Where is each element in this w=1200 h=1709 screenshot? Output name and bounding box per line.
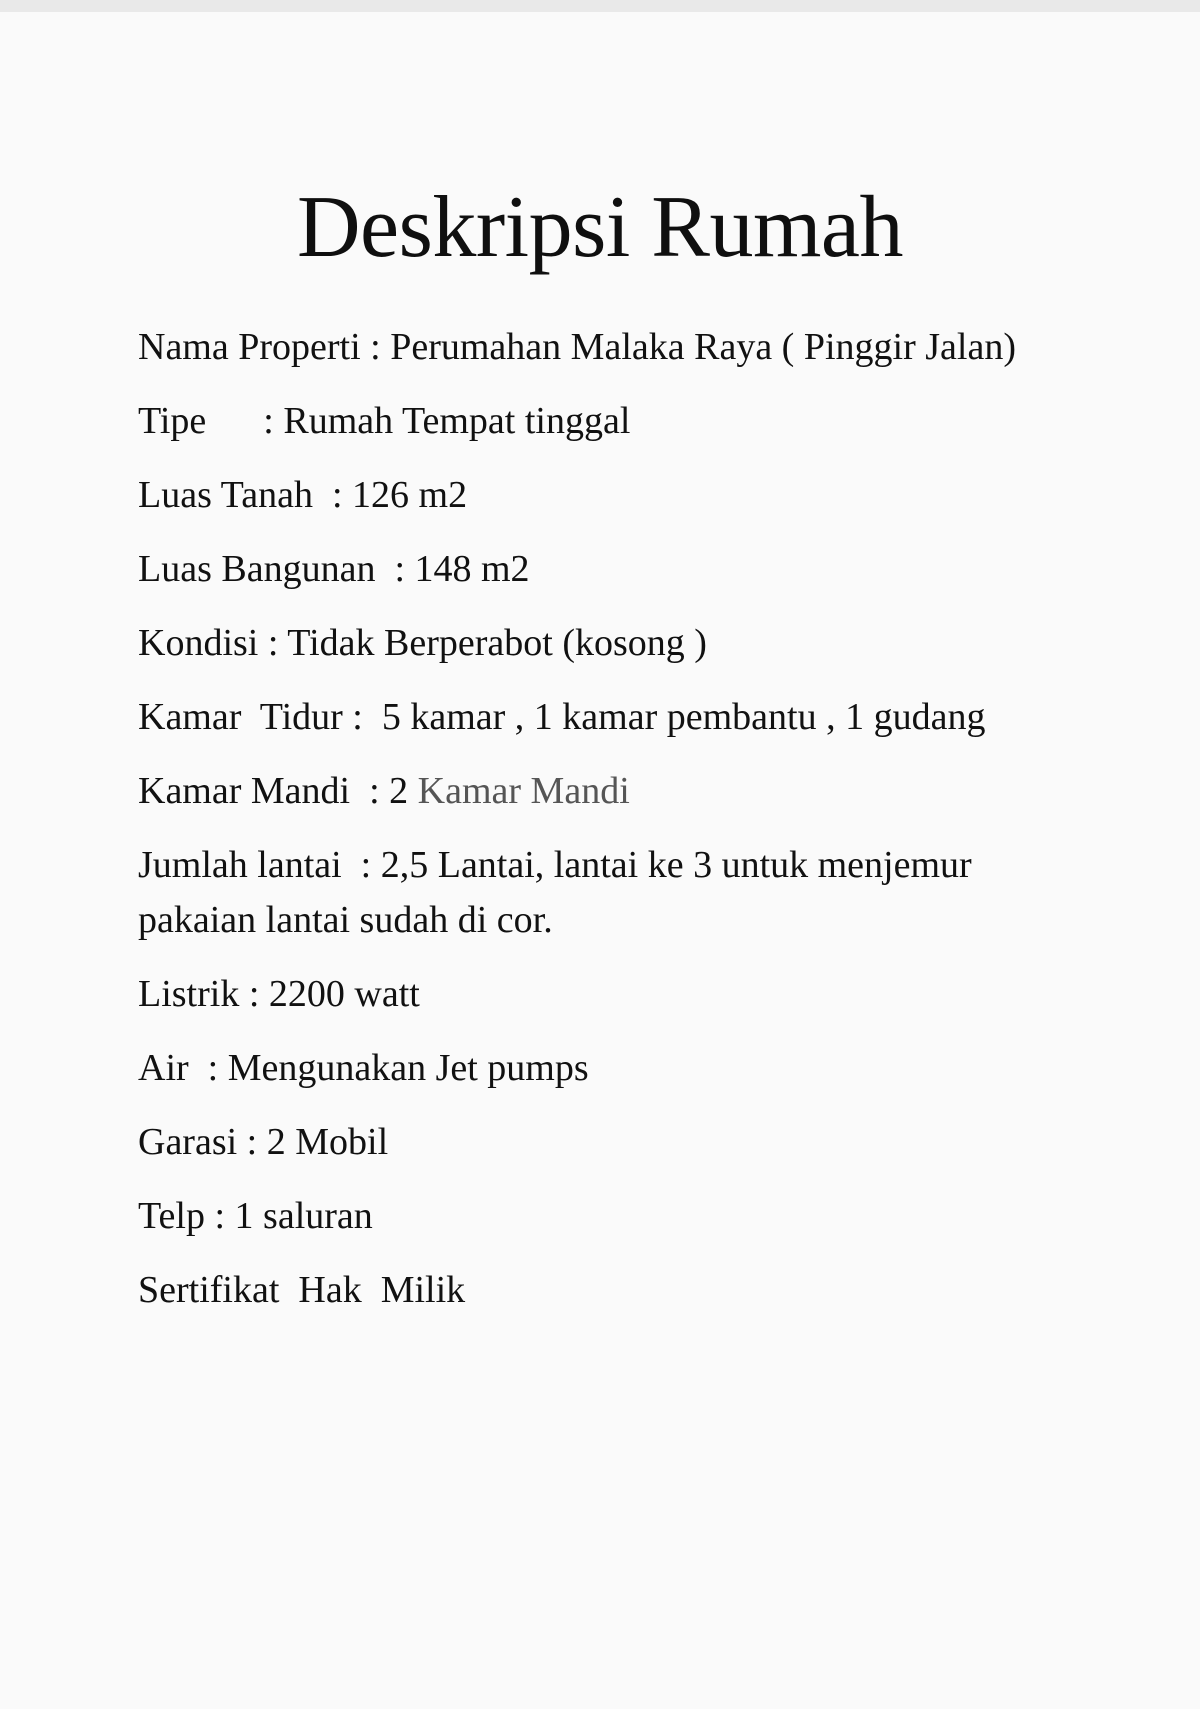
detail-bathrooms-faded: Kamar Mandi	[417, 770, 630, 812]
detail-water: Air : Mengunakan Jet pumps	[138, 1047, 589, 1089]
detail-land-area: Luas Tanah : 126 m2	[138, 474, 468, 516]
detail-floors: Jumlah lantai : 2,5 Lantai, lantai ke 3 untuk menjemur pakaian lantai sudah di cor.	[138, 844, 982, 941]
detail-bedrooms: Kamar Tidur : 5 kamar , 1 kamar pembantu , 1 gudang	[138, 696, 986, 738]
detail-property-name: Nama Properti : Perumahan Malaka Raya ( Pinggir Jalan)	[138, 326, 1016, 368]
document-sheet	[0, 12, 1200, 1709]
detail-phone: Telp : 1 saluran	[138, 1195, 373, 1237]
property-details-list	[138, 320, 1078, 1337]
document-title: Deskripsi Rumah	[296, 179, 903, 276]
detail-type: Tipe : Rumah Tempat tinggal	[138, 400, 631, 442]
detail-bathrooms-main: Kamar Mandi : 2	[138, 770, 418, 812]
detail-certificate: Sertifikat Hak Milik	[138, 1269, 466, 1311]
detail-building-area: Luas Bangunan : 148 m2	[138, 548, 530, 590]
detail-condition: Kondisi : Tidak Berperabot (kosong )	[138, 622, 707, 664]
detail-garage: Garasi : 2 Mobil	[138, 1121, 389, 1163]
detail-electricity: Listrik : 2200 watt	[138, 973, 420, 1015]
detail-bathrooms	[138, 764, 1078, 819]
